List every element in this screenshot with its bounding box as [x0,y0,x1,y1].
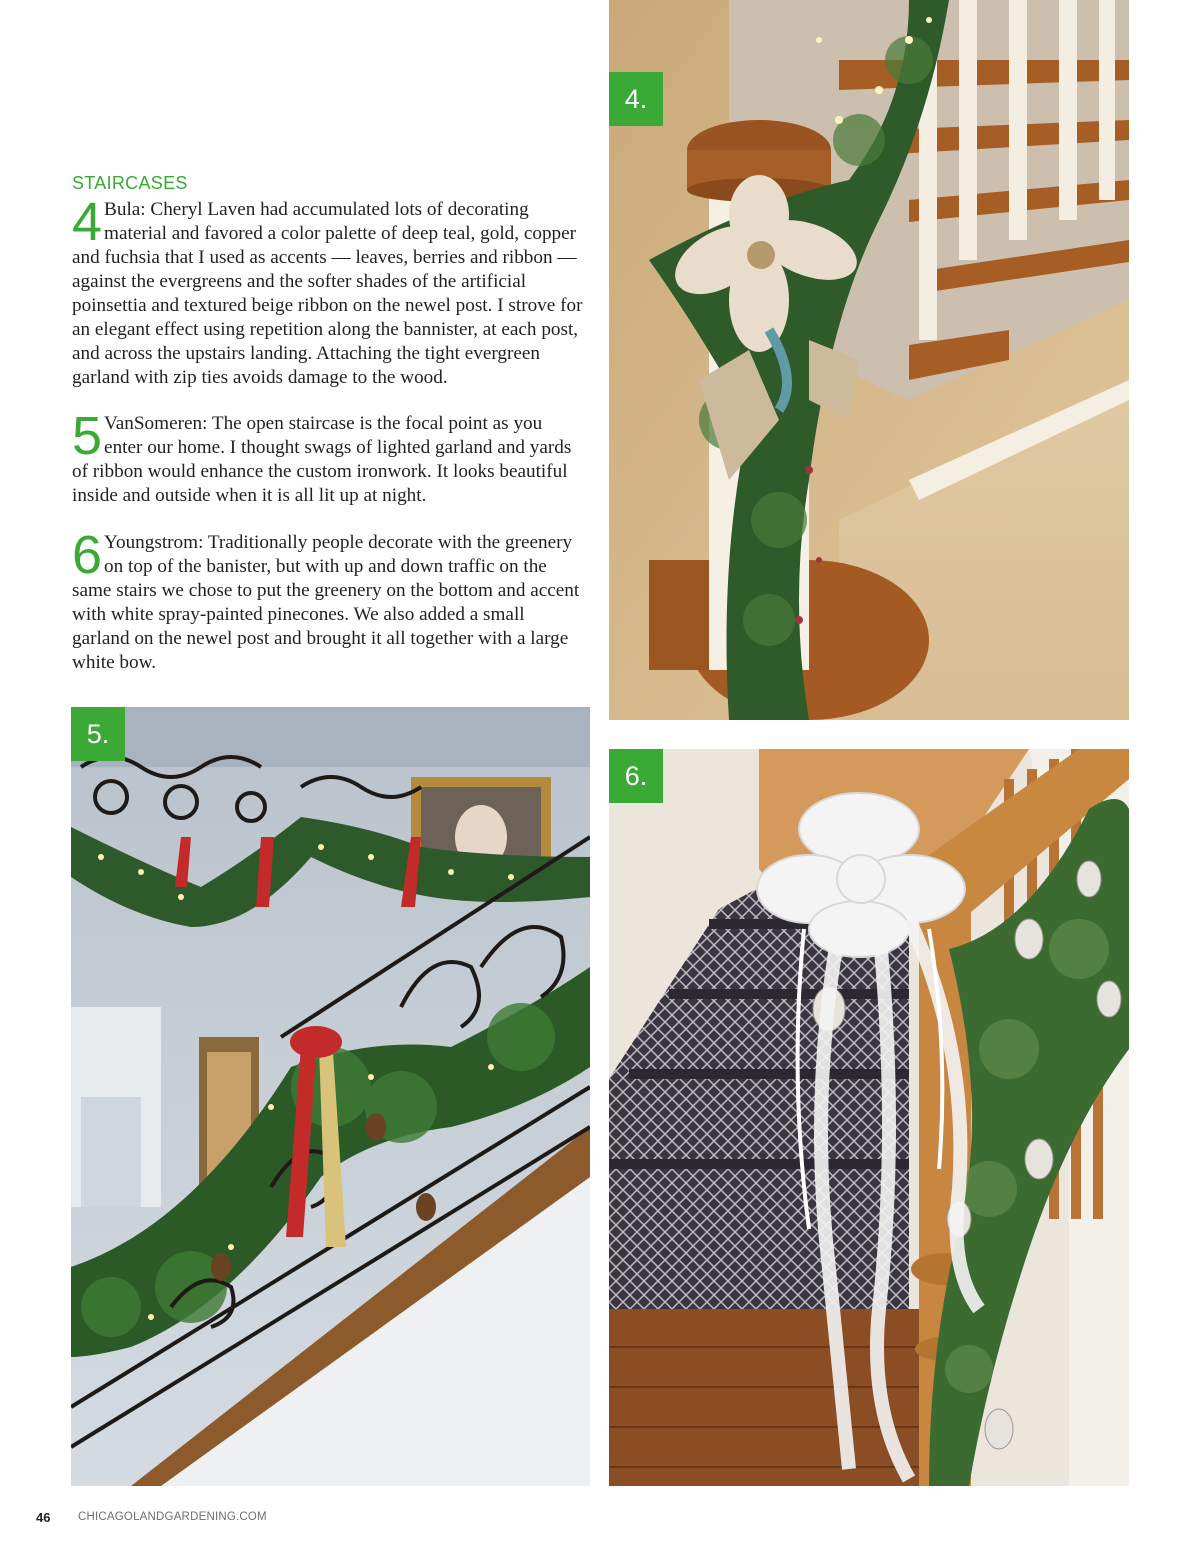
entry-6-text: Youngstrom: Traditionally people decorate with the greenery on top of the banister, but with up and down traffic on the same stairs we chose to put the greenery on the bottom and accent with white spray-painted pinecones. We also added a small garland on the newel post and brought it all together with a large white bow. [72,532,580,673]
photo-6-badge: 6. [609,749,663,803]
photo-4-badge: 4. [609,72,663,126]
photo-4-image [609,0,1129,720]
photo-6-image [609,749,1129,1486]
page-number: 46 [36,1510,51,1525]
section-heading: STAIRCASES [72,173,188,193]
photo-4-newel-post [609,0,1129,720]
entry-4-text: Bula: Cheryl Laven had accumulated lots of decorating material and favored a color palette of deep teal, gold, copper and fuchsia that I used as accents — leaves, berries and ribbon — against the evergreens and the softer shades of the artificial poinsettia and textured beige ribbon on the newel post. I strove for an elegant effect using repetition along the bannister, at each post, and across the upstairs landing. Attaching the tight evergreen garland with zip ties avoids damage to the wood. [72,199,583,388]
dropcap-4: 4 [72,192,103,252]
entry-4 [72,192,584,390]
dropcap-5: 5 [72,406,103,466]
entry-5-text: VanSomeren: The open staircase is the focal point as you enter our home. I thought swags of lighted garland and yards of ribbon would enhance the custom ironwork. It looks beautiful inside and outside when it is all lit up at night. [72,413,572,506]
dropcap-6: 6 [72,525,103,585]
entry-6 [72,525,584,675]
footer-site: CHICAGOLANDGARDENING.COM [78,1511,267,1523]
photo-6-white-bow [609,749,1129,1486]
photo-5-open-staircase [71,707,590,1486]
photo-5-image [71,707,590,1486]
entry-5 [72,406,584,508]
photo-5-badge: 5. [71,707,125,761]
